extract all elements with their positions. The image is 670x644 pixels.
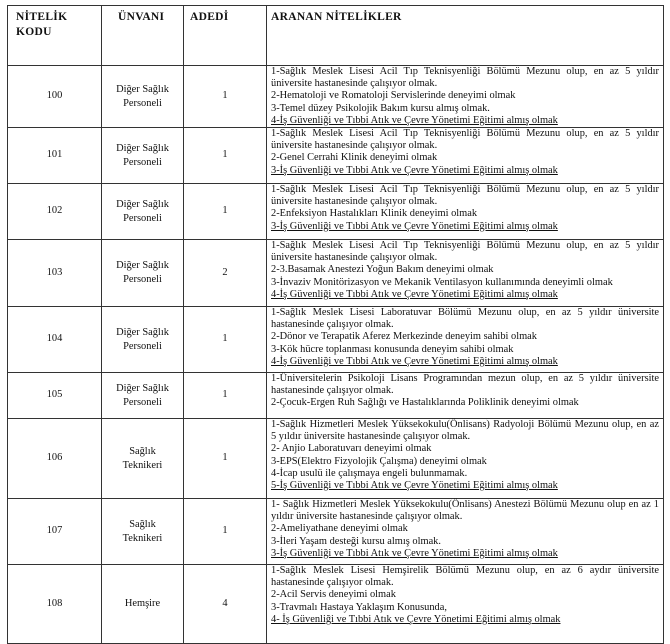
- unvan-line: Diğer Sağlık: [116, 382, 169, 394]
- adedi-cell: 1: [184, 128, 267, 184]
- unvan-line: Hemşire: [124, 598, 161, 610]
- table-row: [8, 499, 664, 565]
- unvani-cell: [102, 66, 184, 128]
- unvan-line: Sağlık: [129, 445, 156, 457]
- nitelik-kodu-cell: 108: [8, 565, 102, 644]
- aranan-nitelikler-cell: [267, 128, 664, 184]
- unvan-line: Diğer Sağlık: [116, 83, 169, 95]
- nitelik-kodu-cell: 101: [8, 128, 102, 184]
- unvan-line: Diğer Sağlık: [116, 260, 169, 272]
- unvan-line: Personeli: [123, 97, 162, 109]
- table-row: [8, 419, 664, 499]
- requirement-line: 2-Enfeksiyon Hastalıkları Klinik deneyimi olmak: [271, 208, 478, 220]
- aranan-nitelikler-cell: [267, 184, 664, 240]
- header-adedi: ADEDİ: [184, 6, 267, 66]
- requirement-line: 1-Sağlık Hizmetleri Meslek Yüksekokulu(Önlisans) Radyoloji Bölümü Mezunu olup, en az 5 yıldır üniversite hastanesinde çalışıyor olmak.: [271, 419, 659, 443]
- requirement-line: 5-İş Güvenliği ve Tıbbi Atık ve Çevre Yönetimi Eğitimi almış olmak: [271, 480, 558, 492]
- unvan-line: Personeli: [123, 212, 162, 224]
- requirement-line: 3-Temel düzey Psikolojik Bakım kursu almış olmak.: [271, 102, 490, 114]
- unvan-line: Diğer Sağlık: [116, 326, 169, 338]
- requirement-line: 4-İcap usulü ile çalışmaya engeli bulunmamak.: [271, 467, 468, 479]
- requirement-line: 4-İş Güvenliği ve Tıbbi Atık ve Çevre Yönetimi Eğitimi almış olmak: [271, 355, 558, 367]
- unvan-line: Personeli: [123, 156, 162, 168]
- requirement-line: 2-Çocuk-Ergen Ruh Sağlığı ve Hastalıklarında Poliklinik deneyimi olmak: [271, 397, 579, 409]
- requirement-line: 3-İş Güvenliği ve Tıbbi Atık ve Çevre Yönetimi Eğitimi almış olmak: [271, 220, 558, 232]
- table-row: [8, 565, 664, 644]
- unvan-line: Personeli: [123, 340, 162, 352]
- aranan-nitelikler-cell: [267, 240, 664, 307]
- table-row: [8, 373, 664, 419]
- requirement-line: 4- İş Güvenliği ve Tıbbi Atık ve Çevre Yönetimi Eğitimi almış olmak: [271, 613, 561, 625]
- header-nitelik-kodu: NİTELİK KODU: [8, 6, 102, 66]
- nitelik-kodu-cell: 105: [8, 373, 102, 419]
- requirement-line: 3-İş Güvenliği ve Tıbbi Atık ve Çevre Yönetimi Eğitimi almış olmak: [271, 547, 558, 559]
- qualifications-table: [7, 5, 664, 644]
- requirement-line: 1-Üniversitelerin Psikoloji Lisans Programından mezun olup, en az 5 yıldır üniversite hastanesinde çalışıyor olmak.: [271, 373, 659, 397]
- requirement-line: 1-Sağlık Meslek Lisesi Acil Tıp Teknisyenliği Bölümü Mezunu olup, en az 5 yıldır üniversite hastanesinde çalışıyor olmak.: [271, 66, 659, 90]
- requirement-line: 2-3.Basamak Anestezi Yoğun Bakım deneyimi olmak: [271, 264, 494, 276]
- requirement-line: 2-Genel Cerrahi Klinik deneyimi olmak: [271, 152, 438, 164]
- aranan-nitelikler-cell: [267, 499, 664, 565]
- requirement-line: 2-Acil Servis deneyimi olmak: [271, 589, 396, 601]
- unvani-cell: [102, 184, 184, 240]
- adedi-cell: 1: [184, 373, 267, 419]
- table-row: [8, 240, 664, 307]
- adedi-cell: 1: [184, 184, 267, 240]
- table-row: [8, 307, 664, 373]
- adedi-cell: 1: [184, 307, 267, 373]
- unvani-cell: [102, 419, 184, 499]
- unvani-cell: [102, 499, 184, 565]
- unvan-line: Personeli: [123, 274, 162, 286]
- unvan-line: Diğer Sağlık: [116, 198, 169, 210]
- requirement-line: 1-Sağlık Meslek Lisesi Acil Tıp Teknisyenliği Bölümü Mezunu olup, en az 5 yıldır üniversite hastanesinde çalışıyor olmak.: [271, 240, 659, 264]
- nitelik-kodu-cell: 107: [8, 499, 102, 565]
- adedi-cell: 1: [184, 66, 267, 128]
- aranan-nitelikler-cell: [267, 419, 664, 499]
- header-row: [8, 6, 664, 66]
- requirement-line: 2-Dönor ve Terapatik Aferez Merkezinde deneyim sahibi olmak: [271, 331, 537, 343]
- header-unvani: ÜNVANI: [102, 6, 184, 66]
- requirement-line: 1-Sağlık Meslek Lisesi Acil Tıp Teknisyenliği Bölümü Mezunu olup, en az 5 yıldır üniversite hastanesinde çalışıyor olmak.: [271, 184, 659, 208]
- requirement-line: 3-İnvaziv Monitörizasyon ve Mekanik Ventilasyon kullanımında deneyimli olmak: [271, 276, 613, 288]
- unvani-cell: [102, 373, 184, 419]
- table-row: [8, 66, 664, 128]
- unvan-line: Teknikeri: [122, 459, 163, 471]
- header-aranan-nitelikler: ARANAN NİTELİKLER: [267, 6, 664, 66]
- requirement-line: 4-İş Güvenliği ve Tıbbi Atık ve Çevre Yönetimi Eğitimi almış olmak: [271, 114, 558, 126]
- unvani-cell: [102, 128, 184, 184]
- requirement-line: 2- Anjio Laboratuvarı deneyimi olmak: [271, 443, 432, 455]
- requirement-line: 1-Sağlık Meslek Lisesi Acil Tıp Teknisyenliği Bölümü Mezunu olup, en az 5 yıldır üniversite hastanesinde çalışıyor olmak.: [271, 128, 659, 152]
- requirement-line: 3-EPS(Elektro Fizyolojik Çalışma) deneyimi olmak: [271, 455, 487, 467]
- nitelik-kodu-cell: 104: [8, 307, 102, 373]
- aranan-nitelikler-cell: [267, 66, 664, 128]
- table-row: [8, 128, 664, 184]
- requirement-line: 3-İleri Yaşam desteği kursu almış olmak.: [271, 535, 441, 547]
- nitelik-kodu-cell: 100: [8, 66, 102, 128]
- table-row: [8, 184, 664, 240]
- requirement-line: 1-Sağlık Meslek Lisesi Laboratuvar Bölümü Mezunu olup, en az 5 yıldır üniversite hastanesinde çalışıyor olmak.: [271, 307, 659, 331]
- requirement-line: 1-Sağlık Meslek Lisesi Hemşirelik Bölümü Mezunu olup, en az 6 aydır üniversite hastanesinde çalışıyor olmak.: [271, 565, 659, 589]
- requirement-line: 3-Kök hücre toplanması konusunda deneyim sahibi olmak: [271, 343, 514, 355]
- unvani-cell: [102, 565, 184, 644]
- adedi-cell: 4: [184, 565, 267, 644]
- adedi-cell: 2: [184, 240, 267, 307]
- requirement-line: 2-Hematoloji ve Romatoloji Servislerinde deneyimi olmak: [271, 90, 516, 102]
- requirement-line: 3-İş Güvenliği ve Tıbbi Atık ve Çevre Yönetimi Eğitimi almış olmak: [271, 164, 558, 176]
- unvan-line: Diğer Sağlık: [116, 142, 169, 154]
- adedi-cell: 1: [184, 419, 267, 499]
- requirement-line: 3-Travmalı Hastaya Yaklaşım Konusunda,: [271, 601, 447, 613]
- requirement-line: 2-Ameliyathane deneyimi olmak: [271, 523, 408, 535]
- nitelik-kodu-cell: 102: [8, 184, 102, 240]
- unvani-cell: [102, 307, 184, 373]
- nitelik-kodu-cell: 106: [8, 419, 102, 499]
- unvan-line: Sağlık: [129, 518, 156, 530]
- aranan-nitelikler-cell: [267, 373, 664, 419]
- aranan-nitelikler-cell: [267, 307, 664, 373]
- nitelik-kodu-cell: 103: [8, 240, 102, 307]
- unvan-line: Personeli: [123, 396, 162, 408]
- unvan-line: Teknikeri: [122, 532, 163, 544]
- adedi-cell: 1: [184, 499, 267, 565]
- aranan-nitelikler-cell: [267, 565, 664, 644]
- requirement-line: 4-İş Güvenliği ve Tıbbi Atık ve Çevre Yönetimi Eğitimi almış olmak: [271, 288, 558, 300]
- requirement-line: 1- Sağlık Hizmetleri Meslek Yüksekokulu(Önlisans) Anestezi Bölümü Mezunu olup en az 1 yıldır üniversite hastanesinde çalışıyor olmak.: [271, 499, 659, 523]
- unvani-cell: [102, 240, 184, 307]
